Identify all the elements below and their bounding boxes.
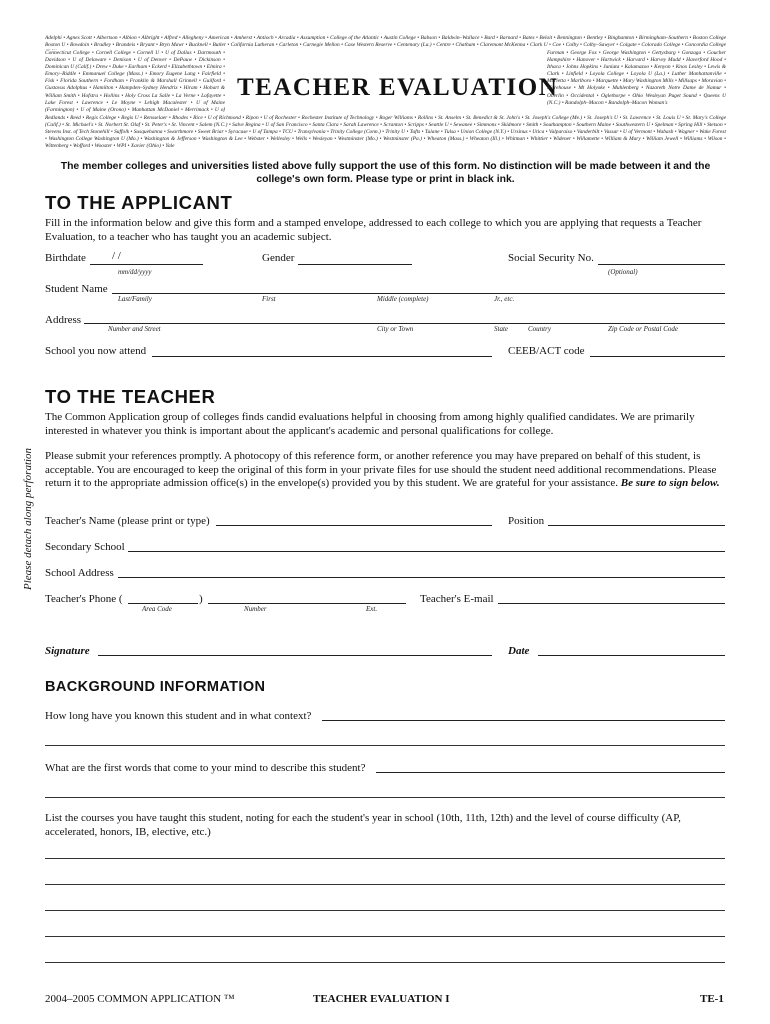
school-address-field[interactable] <box>118 577 725 578</box>
teacher-instructions-text: Please submit your references promptly. A photocopy of this reference form, or another reference you may have prepared on behalf of this student, is acceptable. You are encouraged to keep the original of this form in your private files for use should the student need additional recommendations. Please return it to the appropriate admission office(s) in the envelope(s) provided you by this student. We are grateful for your assistance. <box>45 450 717 489</box>
area-code-field[interactable] <box>128 603 198 604</box>
address-part-country: Country <box>528 325 551 333</box>
secondary-school-label: Secondary School <box>45 541 125 553</box>
sign-below-emphasis: Be sure to sign below. <box>620 477 720 489</box>
college-list-left: Connecticut College • Cornell College • Cornell U • U of Dallas • Dartmouth • Davidson • U of Delaware • Denison • U of Denver • DePauw • Dickinson • Dominican U (Calif.) • Drew • Duke • Earlham • Eckerd • Elizabethtown • Elmira • Emory–Riddle • Emmanuel College (Mass.) • Emory Eugene Lang • Fairfield • Fisk • Florida Southern • Fordham • Franklin & Marshall Grinnell • Guilford • Gustavus Adolphus • Hamilton • Hampden–Sydney Hendrix • Hiram • Hobart & William Smith • Hofstra • Hollins • Holy Cross La Salle • La Verne • Lafayette • Lake Forest • Lawrence • Le Moyne • Lehigh Macalester • U of Maine (Farmington) • U of Maine (Orono) • Manhattan McDaniel • Merrimack • U of <box>45 50 225 113</box>
school-label: School you now attend <box>45 345 147 357</box>
phone-part-area: Area Code <box>142 605 172 613</box>
perforation-note: Please detach along perforation <box>22 447 34 590</box>
footer-page-code: TE-1 <box>700 993 724 1005</box>
phone-close-paren: ) <box>199 593 203 605</box>
birthdate-label: Birthdate <box>45 252 86 264</box>
answer-first-words-2[interactable] <box>45 797 725 798</box>
applicant-heading: TO THE APPLICANT <box>45 192 233 213</box>
address-label: Address <box>45 314 82 326</box>
name-part-middle: Middle (complete) <box>377 295 429 303</box>
name-part-suffix: Jr., etc. <box>494 295 515 303</box>
answer-courses-line-2[interactable] <box>45 884 725 885</box>
college-list-right: Furman • George Fox • George Washington • Gettysburg • Gonzaga • Goucher Hampshire • Hanover • Hartwick • Harvard • Harvey Mudd • Haverford Hood • Ithaca • Johns Hopkins • Juniata • Kalamazoo • Kenyon • Knox Lesley • Lewis & Clark • Linfield • Loyola College • Loyola U (La.) • Luther Manhattanville • Marietta • Marlboro • Marquette • Mary Washington Mills • Millsaps • Moravian • Morehouse • Mt Holyoke • Muhlenberg • Nazareth Notre Dame de Namur • Oberlin • Occidental • Oglethorpe • Ohio Wesleyan Puget Sound • Queens U (N.C.) • Randolph–Macon • Randolph–Macon Woman's <box>547 50 726 106</box>
phone-part-ext: Ext. <box>366 605 378 613</box>
birthdate-field[interactable] <box>90 264 203 265</box>
address-part-street: Number and Street <box>108 325 161 333</box>
form-title: TEACHER EVALUATION <box>237 74 559 101</box>
address-part-city: City or Town <box>377 325 414 333</box>
teacher-email-field[interactable] <box>498 603 725 604</box>
secondary-school-field[interactable] <box>128 551 725 552</box>
signature-field[interactable] <box>98 655 492 656</box>
footer-form-name: TEACHER EVALUATION I <box>313 993 450 1005</box>
teacher-name-field[interactable] <box>216 525 492 526</box>
address-part-state: State <box>494 325 508 333</box>
signature-label: Signature <box>45 645 90 657</box>
date-field[interactable] <box>538 655 725 656</box>
answer-courses-line-5[interactable] <box>45 962 725 963</box>
phone-number-field[interactable] <box>208 603 406 604</box>
question-courses-taught: List the courses you have taught this student, noting for each the student's year in school (10th, 11th, 12th) and the level of course difficulty (AP, accelerated, honors, IB, elective, etc.) <box>45 812 681 838</box>
college-list-top: Adelphi • Agnes Scott • Albertson • Albion • Albright • Alfred • Allegheny • American • Amherst • Antioch • Arcadia • Assumption • College of the Atlantic • Austin College • Babson • Baldwin–Wallace • Bard • Barnard • Bates • Beloit • Bennington • Bentley • Binghamton • Birmingham–Southern • Boston College Boston U • Bowdoin • Bradley • Brandeis • Bryant • Bryn Mawr • Bucknell • Butler • California Lutheran • Carleton • Carnegie Mellon • Case Western Reserve • Centenary (La.) • Centre • Chatham • Claremont McKenna • Clark U • Coe • Colby • Colby–Sawyer • Colgate • Colorado College • Concordia College <box>45 35 726 49</box>
ssn-label: Social Security No. <box>508 252 594 264</box>
answer-courses-line-3[interactable] <box>45 910 725 911</box>
birthdate-separators: / / <box>112 250 121 262</box>
school-field[interactable] <box>152 356 492 357</box>
name-part-first: First <box>262 295 276 303</box>
ceeb-label: CEEB/ACT code <box>508 345 585 357</box>
teacher-name-label: Teacher's Name (please print or type) <box>45 515 210 527</box>
address-field[interactable] <box>84 323 725 324</box>
ceeb-field[interactable] <box>590 356 725 357</box>
answer-courses-line-1[interactable] <box>45 858 725 859</box>
gender-field[interactable] <box>298 264 412 265</box>
member-notice: The member colleges and universities listed above fully support the use of this form. No distinction will be made between it and the college's own form. Please type or print in black ink. <box>60 161 711 185</box>
birthdate-format: mm/dd/yyyy <box>118 268 152 276</box>
teacher-heading: TO THE TEACHER <box>45 386 216 407</box>
question-first-words: What are the first words that come to your mind to describe this student? <box>45 762 366 774</box>
teacher-email-label: Teacher's E-mail <box>420 593 494 605</box>
teacher-intro: The Common Application group of colleges finds candid evaluations helpful in choosing from among highly qualified candidates. We are primarily interested in whatever you think is important about the applicant's academic and personal qualifications for college. <box>45 411 695 437</box>
phone-part-number: Number <box>244 605 267 613</box>
background-heading: BACKGROUND INFORMATION <box>45 679 266 695</box>
applicant-instructions: Fill in the information below and give this form and a stamped envelope, addressed to each college to which you are applying that requests a Teacher Evaluation, to a teacher who has taught you an academic subject. <box>45 217 702 243</box>
answer-known-how-long-1[interactable] <box>322 720 725 721</box>
college-list-bottom: Redlands • Reed • Regis College • Regis U • Rensselaer • Rhodes • Rice • U of Richmond • Ripon • U of Rochester • Rochester Institute of Technology • Roger Williams • Rollins • St. Anselm • St. Benedict & St. John's • St. Joseph's College (Me.) • St. Joseph's U • St. Lawrence • St. Louis U • St. Mary's College (Calif.) • St. Michael's • St. Norbert St. Olaf • St. Peter's • St. Vincent • Salem (N.C.) • Salve Regina • U of San Francisco • Santa Clara • Sarah Lawrence • Scranton • Scripps • Seattle U • Sewanee • Simmons • Skidmore • Smith • Southampton • Southern Maine • Southwestern U • Spelman • Spring Hill • Stetson • Stevens Inst. of Tech Stonehill • Suffolk • Susquehanna • Swarthmore • Sweet Briar • Syracuse • U of Tampa • TCU • Transylvania • Trinity College (Conn.) • Trinity U • Tufts • Tulane • Tulsa • Union College (N.Y.) • Ursinus • Utica • Valparaiso • Vanderbilt • Vassar • U of Vermont • Wabash • Wagner • Wake Forest • Washington College Washington U (Mo.) • Washington & Jefferson • Washington & Lee • Webster • Wellesley • Wells • Wesleyan • Westminster (Mo.) • Westminster (Pa.) • Wheaton (Mass.) • Wheaton (Ill.) • Whitman • Whittier • Widener • Willamette • William & Mary • William Jewell • Williams • Wilson • Wittenberg • Wofford • Wooster • WPI • Xavier (Ohio) • Yale <box>45 115 726 150</box>
answer-first-words-1[interactable] <box>376 772 725 773</box>
ssn-field[interactable] <box>598 264 725 265</box>
ssn-hint: (Optional) <box>608 268 638 276</box>
position-field[interactable] <box>548 525 725 526</box>
teacher-instructions <box>45 450 727 491</box>
date-label: Date <box>508 645 530 657</box>
student-name-label: Student Name <box>45 283 108 295</box>
answer-known-how-long-2[interactable] <box>45 745 725 746</box>
school-address-label: School Address <box>45 567 114 579</box>
address-part-zip: Zip Code or Postal Code <box>608 325 679 333</box>
gender-label: Gender <box>262 252 295 264</box>
position-label: Position <box>508 515 545 527</box>
question-known-how-long: How long have you known this student and in what context? <box>45 710 312 722</box>
teacher-phone-label: Teacher's Phone ( <box>45 593 123 605</box>
student-name-field[interactable] <box>112 293 725 294</box>
answer-courses-line-4[interactable] <box>45 936 725 937</box>
name-part-last: Last/Family <box>118 295 152 303</box>
footer-edition: 2004–2005 COMMON APPLICATION ™ <box>45 993 235 1005</box>
